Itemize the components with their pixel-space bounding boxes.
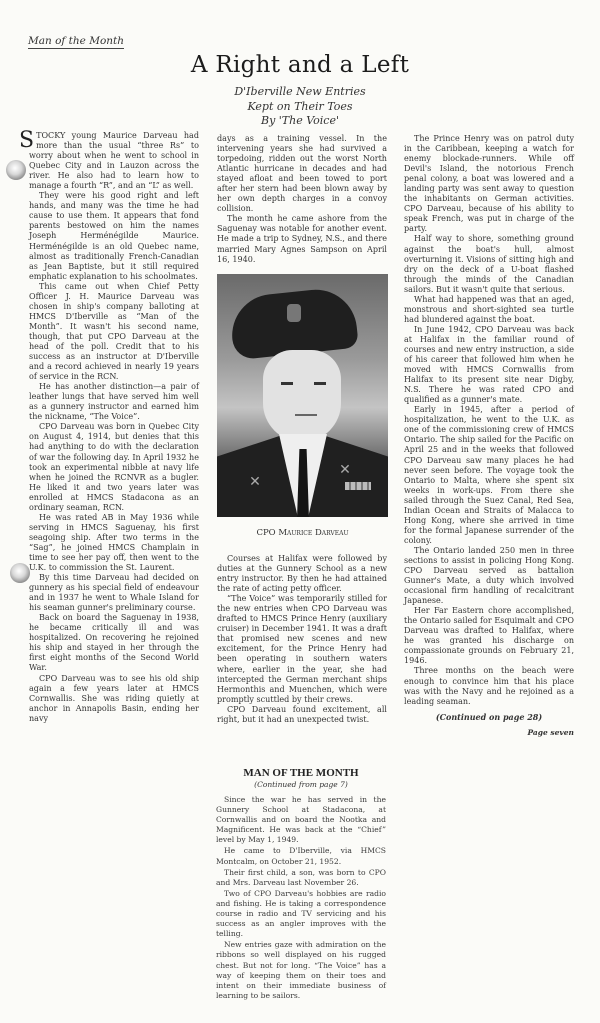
article-subtitle xyxy=(0,85,600,129)
mouth xyxy=(295,414,317,416)
column-3 xyxy=(404,134,574,707)
gunnery-badge-icon: ✕ xyxy=(249,474,261,490)
drop-cap: S xyxy=(19,128,35,153)
face xyxy=(263,350,341,442)
paragraph: By this time Darveau had decided on gunnery as his special field of endeavour and in 1937 he went to Whale Island for his seaman gunner's preliminary course. xyxy=(29,573,199,613)
binder-hole xyxy=(6,160,26,180)
paragraph: New entries gaze with admiration on the ribbons so well displayed on his rugged chest. But not for long. “The Voice” has a way of keeping them on their toes and intent on their immediate business of learning to be sailors. xyxy=(216,940,386,1000)
column-2-top xyxy=(217,134,387,265)
paragraph: days as a training vessel. In the intervening years she had survived a torpedoing, ridden out the worst North Atlantic hurricane in decades and had stayed afloat and been towed to port after her stern had been blown away by her own depth charges in a convoy collision. xyxy=(217,134,387,214)
paragraph: “The Voice” was temporarily stilled for the new entries when CPO Darveau was drafted to HMCS Prince Henry (auxiliary cruiser) in December 1941. It was a draft that promised new scenes and new excitement, for the Prince Henry had been operating in southern waters where, earlier in the year, she had intercepted the German merchant ships Hermonthis and Muenchen, which were promptly scuttled by their crews. xyxy=(217,594,387,704)
paragraph: He came to D'Iberville, via HMCS Montcalm, on October 21, 1952. xyxy=(216,846,386,866)
subtitle-line: D'Iberville New Entries xyxy=(234,85,366,98)
article-title: A Right and a Left xyxy=(190,52,410,78)
eye xyxy=(281,382,293,385)
continuation-column xyxy=(216,795,386,1002)
paragraph: In June 1942, CPO Darveau was back at Halifax in the familiar round of courses and new entry instruction, a side of his career that followed him when he moved with HMCS Cornwallis from Halifax to its present site near Digby, N.S. There he was rated CPO and qualified as a gunner's mate. xyxy=(404,324,574,405)
portrait-photo xyxy=(217,274,388,517)
binder-hole xyxy=(10,563,30,583)
paragraph: CPO Darveau was to see his old ship again a few years later at HMCS Cornwallis. She was riding quietly at anchor in Annapolis Basin, ending her navy xyxy=(29,673,199,723)
paragraph: CPO Darveau was born in Quebec City on August 4, 1914, but denies that this had anything to do with the declaration of war the following day. In April 1932 he took an experimental nibble at navy life when he joined the RCNVR as a bugler. He liked it and two years later was enrolled at HMCS Stadacona as an ordinary seaman, RCN. xyxy=(29,422,199,512)
paragraph: What had happened was that an aged, monstrous and short-sighted sea turtle had blundered against the boat. xyxy=(404,294,574,324)
paragraph: This came out when Chief Petty Officer J. H. Maurice Darveau was chosen in ship's company balloting at HMCS D'Iberville as “Man of the Month”. It wasn't his second name, though, that put CPO Darveau at the head of the poll. Credit that to his success as an instructor at D'Iberville and a record achieved in nearly 19 years of service in the RCN. xyxy=(29,281,199,382)
eye xyxy=(314,382,326,385)
section-label: Man of the Month xyxy=(28,35,125,47)
column-1 xyxy=(19,128,199,724)
paragraph-text: TOCKY young Maurice Darveau had more than the usual “three Rs” to worry about when he went to school in Quebec City and in Lauzon across the river. He also had to learn how to manage a fourth “R”, and an “L” as well. xyxy=(29,131,199,191)
cap-badge-icon xyxy=(287,304,301,322)
page-number: Page seven xyxy=(527,728,574,737)
gunnery-badge-icon: ✕ xyxy=(339,462,351,478)
paragraph: They were his good right and left hands, and many was the time he had cause to use them. It appears that fond parents bestowed on him the names Joseph Herménégilde Maurice. Herménégilde is an old Quebec name, almost as traditionally French-Canadian as Jean Baptiste, but it still required emphatic explanation to his schoolmates. xyxy=(29,191,199,281)
paragraph: CPO Darveau found excitement, all right, but it had an unexpected twist. xyxy=(217,704,387,724)
paragraph: Half way to shore, something ground against the boat's hull, almost overturning it. Visions of sitting high and dry on the deck of a U-boat flashed through the minds of the Canadian sailors. But it wasn't quite that serious. xyxy=(404,234,574,294)
paragraph: Early in 1945, after a period of hospitalization, he went to the U.K. as one of the commissioning crew of HMCS Ontario. The ship sailed for the Pacific on April 25 and in the weeks that followed CPO Darveau saw many places he had never seen before. The voyage took the Ontario to Malta, where she spent six weeks in work-ups. From there she sailed through the Suez Canal, Red Sea, Indian Ocean and Straits of Malacca to Hong Kong, where she arrived in time for the formal Japanese surrender of the colony. xyxy=(404,405,574,545)
paragraph: The Prince Henry was on patrol duty in the Caribbean, keeping a watch for enemy blockade-runners. While off Devil's Island, the notorious French penal colony, a boat was lowered and a landing party was sent away to question the inhabitants on German activities. CPO Darveau, because of his ability to speak French, was put in charge of the party. xyxy=(404,134,574,234)
paragraph: The Ontario landed 250 men in three sections to assist in policing Hong Kong. CPO Darveau served as battalion Gunner's Mate, a duty which involved occasional firm handling of recalcitrant Japanese. xyxy=(404,545,574,606)
paragraph: Back on board the Saguenay in 1938, he became critically ill and was hospitalized. On recovering he rejoined his ship and stayed in her through the first eight months of the Second World War. xyxy=(29,613,199,673)
continuation-subheading: (Continued from page 7) xyxy=(254,780,348,789)
continued-note: (Continued on page 28) xyxy=(435,712,543,722)
subtitle-line: Kept on Their Toes xyxy=(247,99,353,113)
paragraph: Two of CPO Darveau's hobbies are radio and fishing. He is taking a correspondence course in radio and TV servicing and his success as an angler improves with the telling. xyxy=(216,888,386,939)
medal-ribbons xyxy=(345,482,371,490)
photo-caption: CPO Maurice Darveau xyxy=(256,528,349,538)
byline: By 'The Voice' xyxy=(260,114,339,127)
paragraph xyxy=(19,128,199,191)
paragraph: Courses at Halifax were followed by duties at the Gunnery School as a new entry instructor. By then he had attained the rate of acting petty officer. xyxy=(217,554,387,594)
paragraph: He was rated AB in May 1936 while serving in HMCS Saguenay, his first seagoing ship. After two terms in the “Sag”, he joined HMCS Champlain in time to see her pay off, then went to the U.K. to commission the St. Laurent. xyxy=(29,512,199,573)
paragraph: He has another distinction—a pair of leather lungs that have served him well as a gunnery instructor and earned him the nickname, “The Voice”. xyxy=(29,382,199,422)
column-2-bottom xyxy=(217,554,387,725)
paragraph: Her Far Eastern chore accomplished, the Ontario sailed for Esquimalt and CPO Darveau was drafted to Halifax, where he was granted his discharge on compassionate grounds on February 21, 1946. xyxy=(404,606,574,666)
paragraph: Their first child, a son, was born to CPO and Mrs. Darveau last November 26. xyxy=(216,867,386,887)
paragraph: Since the war he has served in the Gunnery School at Stadacona, at Cornwallis and on board the Nootka and Magnificent. He was back at the “Chief” level by May 1, 1949. xyxy=(216,795,386,845)
paragraph: Three months on the beach were enough to convince him that his place was with the Navy and he rejoined as a leading seaman. xyxy=(404,666,574,706)
continuation-heading: MAN OF THE MONTH xyxy=(243,767,359,779)
paragraph: The month he came ashore from the Saguenay was notable for another event. He made a trip to Sydney, N.S., and there married Mary Agnes Sampson on April 16, 1940. xyxy=(217,214,387,264)
